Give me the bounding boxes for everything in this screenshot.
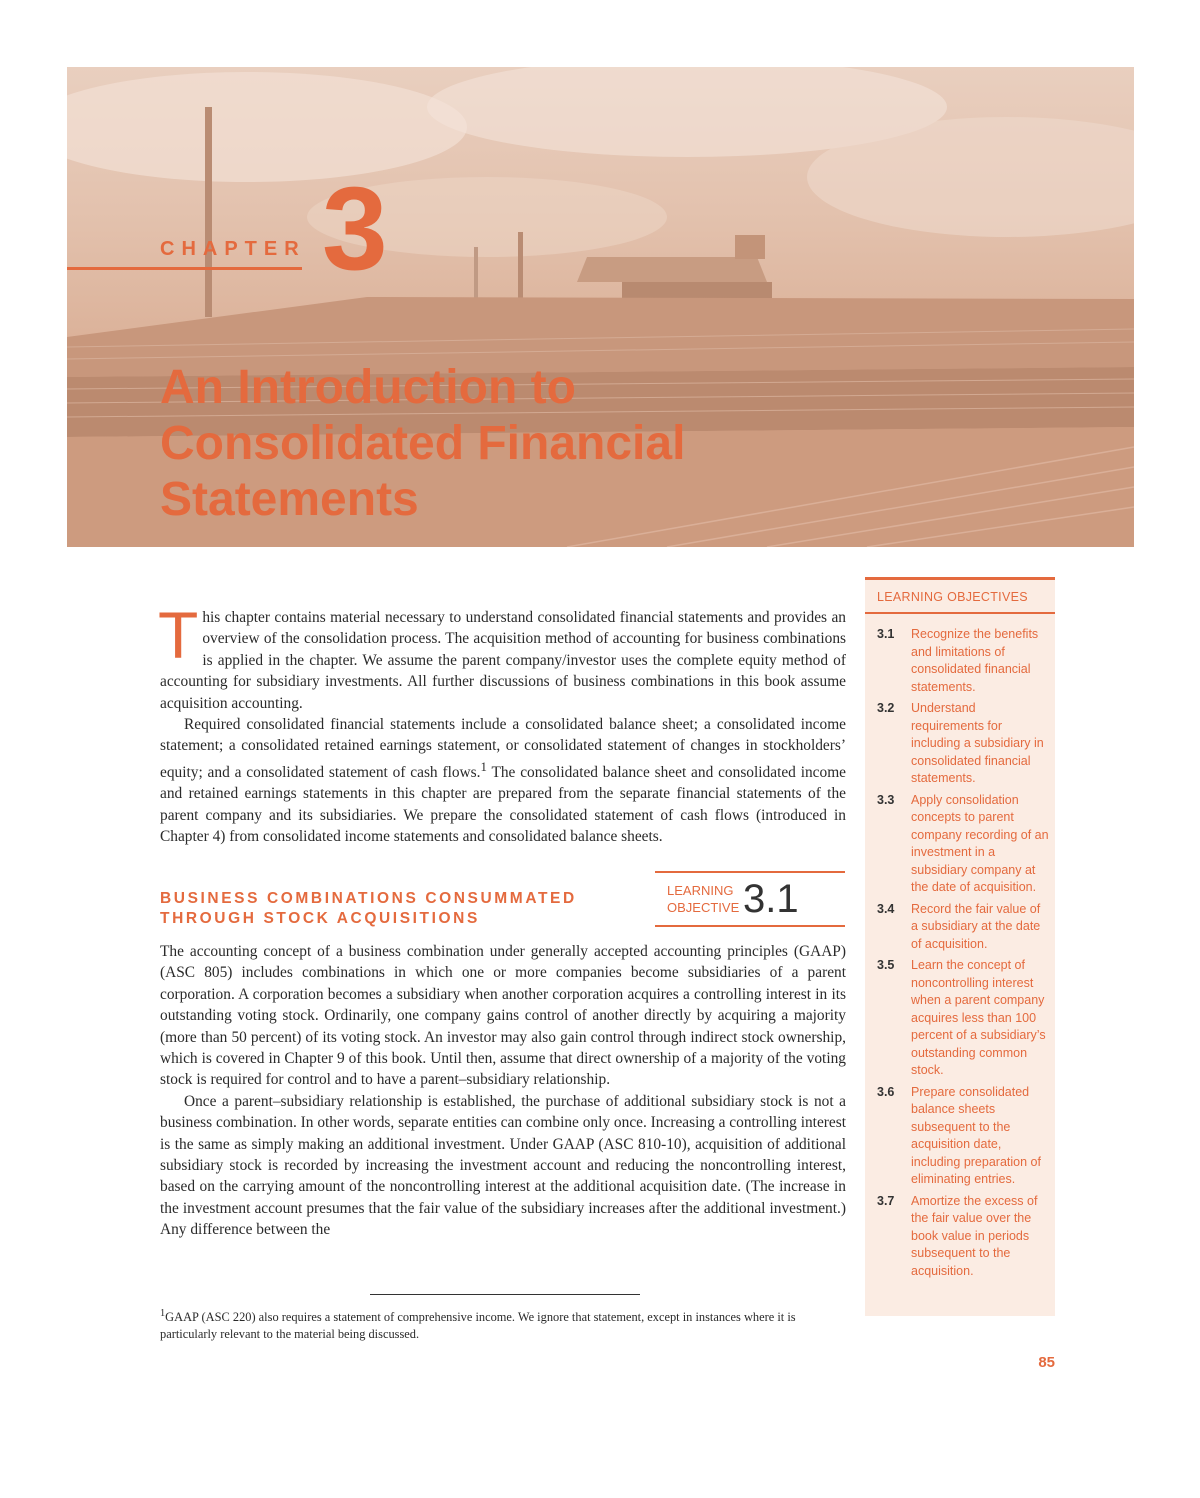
footnote-divider bbox=[370, 1294, 640, 1295]
intro-paragraph-text: The consolidated balance sheet and consolidated income and retained earnings statements in this chapter are prepared from the separate financial statements of the parent company and its subsidiaries. We prepare the consolidated statement of cash flows (introduced in Chapter 4) from consolidated income statements and consolidated balance sheets. bbox=[160, 763, 846, 846]
intro-paragraph bbox=[160, 714, 846, 848]
intro-paragraph-text: his chapter contains material necessary to understand consolidated financial statements and provides an overview of the consolidation process. The acquisition method of accounting for business combinations is applied in the chapter. We assume the parent company/investor uses the complete equity method of accounting for subsidiary investments. All further discussions of business combinations in this book assume acquisition accounting. bbox=[160, 609, 846, 712]
objective-text: Prepare consolidated balance sheets subsequent to the acquisition date, including preparation of eliminating entries. bbox=[911, 1084, 1041, 1186]
learning-objective-item bbox=[865, 626, 1055, 696]
learning-objectives-sidebar bbox=[865, 577, 1055, 1316]
objective-text: Recognize the benefits and limitations of consolidated financial statements. bbox=[911, 627, 1039, 694]
chapter-title-line: Statements bbox=[160, 473, 419, 526]
objective-number: 3.7 bbox=[877, 1193, 895, 1208]
section-text bbox=[160, 941, 846, 1241]
footnote-text: GAAP (ASC 220) also requires a statement of comprehensive income. We ignore that statement, except in instances where it is particularly relevant to the material being discussed. bbox=[160, 1310, 796, 1342]
chapter-label: CHAPTER bbox=[160, 238, 306, 260]
learning-objective-number: 3.1 bbox=[743, 877, 799, 921]
intro-paragraph-text: Required consolidated financial statements include a consolidated balance sheet; a consolidated income statement; a consolidated retained earnings statement, or consolidated statement of changes in stockholders’ equity; and a consolidated statement of cash flows. bbox=[160, 716, 846, 781]
chapter-title-line: An Introduction to bbox=[160, 361, 576, 414]
drop-cap: T bbox=[158, 598, 199, 672]
learning-objective-item bbox=[865, 700, 1055, 788]
section-paragraph: The accounting concept of a business combination under generally accepted accounting principles (GAAP) (ASC 805) includes combinations in which one or more companies become subsidiaries of a parent corporation. A corporation becomes a subsidiary when another corporation acquires a controlling interest in its outstanding voting stock. Ordinarily, one company gains control of another directly by acquiring a majority (more than 50 percent) of its voting stock. An investor may also gain control through indirect stock ownership, which is covered in Chapter 9 of this book. Until then, assume that direct ownership of a majority of the voting stock is required for control and to have a parent–subsidiary relationship. bbox=[160, 943, 846, 1089]
objectives-list bbox=[865, 614, 1055, 1280]
footnote-mark: 1 bbox=[160, 1308, 166, 1319]
footnote bbox=[160, 1305, 846, 1343]
objective-text: Apply consolidation concepts to parent company recording of an investment in a subsidiary company at the date of acquisition. bbox=[911, 792, 1049, 894]
chapter-rule bbox=[67, 267, 302, 270]
objective-number: 3.4 bbox=[877, 901, 895, 916]
page-number: 85 bbox=[1038, 1354, 1055, 1371]
learning-objective-marker bbox=[655, 871, 845, 927]
chapter-number: 3 bbox=[322, 163, 386, 295]
chapter-title bbox=[160, 360, 800, 528]
objective-text: Amortize the excess of the fair value over the book value in periods subsequent to the acquisition. bbox=[911, 1193, 1038, 1278]
learning-objective-item bbox=[865, 1193, 1055, 1281]
section-heading bbox=[160, 889, 580, 929]
objective-number: 3.6 bbox=[877, 1084, 895, 1099]
objective-number: 3.2 bbox=[877, 701, 895, 715]
learning-objective-label bbox=[667, 882, 739, 916]
objective-number: 3.3 bbox=[877, 792, 895, 807]
objective-text: Record the fair value of a subsidiary at the date of acquisition. bbox=[911, 901, 1041, 951]
intro-paragraph bbox=[158, 598, 846, 714]
objective-number: 3.5 bbox=[877, 958, 895, 972]
learning-objective-item bbox=[865, 1084, 1055, 1189]
section-paragraph: Once a parent–subsidiary relationship is established, the purchase of additional subsidiary stock is not a business combination. In other words, separate entities can combine only once. Increasing a controlling interest is the same as simply making an additional investment. Under GAAP (ASC 810-10), acquisition of additional subsidiary stock is recorded by increasing the investment account and reducing the noncontrolling interest, based on the carrying amount of the noncontrolling interest at the additional acquisition date. (The increase in the investment account presumes that the fair value of the subsidiary increases after the additional investment.) Any difference between the bbox=[160, 1092, 846, 1239]
objective-number: 3.1 bbox=[877, 627, 895, 641]
footnote-reference[interactable]: 1 bbox=[480, 759, 487, 774]
section-heading-line: BUSINESS COMBINATIONS CONSUMMATED bbox=[160, 890, 577, 907]
sidebar-title: LEARNING OBJECTIVES bbox=[865, 580, 1055, 614]
chapter-title-line: Consolidated Financial bbox=[160, 417, 686, 470]
section-heading-line: THROUGH STOCK ACQUISITIONS bbox=[160, 910, 480, 927]
learning-objective-item bbox=[865, 957, 1055, 1080]
learning-objective-item bbox=[865, 792, 1055, 897]
lo-label-line: LEARNING bbox=[667, 883, 734, 898]
intro-text bbox=[158, 598, 846, 848]
learning-objective-item bbox=[865, 901, 1055, 954]
lo-label-line: OBJECTIVE bbox=[667, 900, 740, 915]
objective-text: Understand requirements for including a subsidiary in consolidated financial statements. bbox=[911, 701, 1044, 785]
objective-text: Learn the concept of noncontrolling interest when a parent company acquires less than 100 percent of a subsidiary’s outstanding common stock. bbox=[911, 958, 1046, 1077]
